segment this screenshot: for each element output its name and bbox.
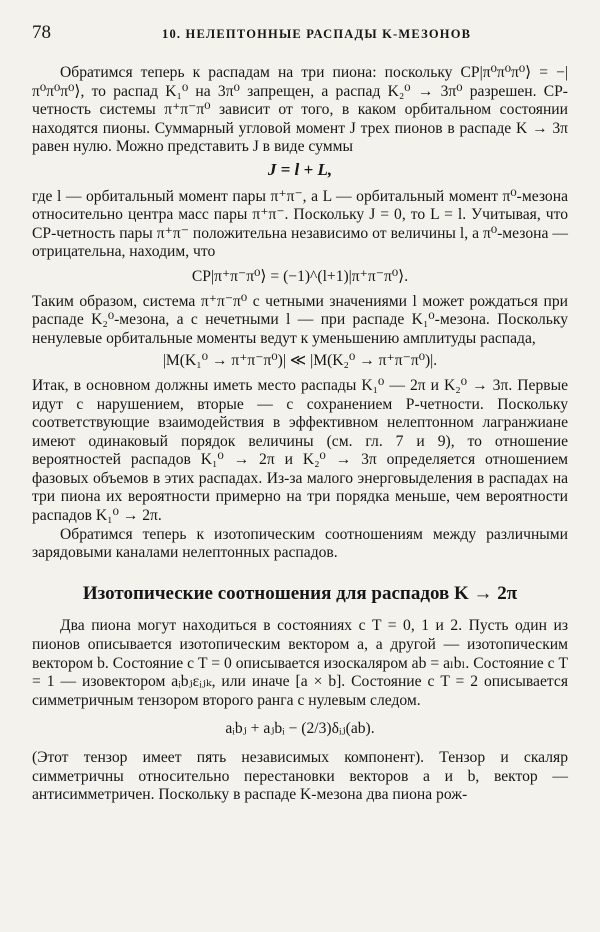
paragraph-tensor-components: (Этот тензор имеет пять независимых компонент). Тензор и скаляр симметричны относительно перестановки векторов a и b, вектор — антисимметричен. Поскольку в распаде K-мезона два пиона рож- xyxy=(32,749,568,804)
page-body xyxy=(32,64,568,805)
paragraph-even-odd-l: Таким образом, система π⁺π⁻π⁰ с четными значениями l может рождаться при распаде K₂⁰-мезона, а с нечетными l — при распаде K₁⁰-мезона. Поскольку ненулевые орбитальные моменты ведут к уменьшению амплитуды распада, xyxy=(32,292,568,347)
equation-symmetric-tensor: aᵢbⱼ + aⱼbᵢ − (2/3)δᵢⱼ(ab). xyxy=(225,720,375,738)
paragraph-two-pion-states: Два пиона могут находиться в состояниях с T = 0, 1 и 2. Пусть один из пионов описывается изотопическим вектором a, а другой — изотопическим вектором b. Состояние с T = 0 описывается изоскаляром ab = aₗbₗ. Состояние с T = 1 — изовектором aᵢbⱼεᵢⱼₖ, или иначе [a × b]. Состояние с T = 2 описывается симметричным тензором второго ранга с нулевым следом. xyxy=(32,617,568,709)
equation-cp-parity: CP|π⁺π⁻π⁰⟩ = (−1)^(l+1)|π⁺π⁻π⁰⟩. xyxy=(191,267,409,285)
page-number: 78 xyxy=(32,22,51,43)
equation-amplitude-inequality: |M(K₁⁰ → π⁺π⁻π⁰)| ≪ |M(K₂⁰ → π⁺π⁻π⁰)|. xyxy=(162,352,438,370)
running-title: 10. НЕЛЕПТОННЫЕ РАСПАДЫ K-МЕЗОНОВ xyxy=(162,27,472,41)
paragraph-isotopic-intro: Обратимся теперь к изотопическим соотношениям между различными зарядовыми каналами нелептонных распадов. xyxy=(32,525,568,562)
section-heading: Изотопические соотношения для распадов K → 2π xyxy=(82,582,518,604)
paragraph-main-decays: Итак, в основном должны иметь место распады K₁⁰ — 2π и K₂⁰ → 3π. Первые идут с нарушением, вторые — с сохранением P-четности. Поскольку соответствующие взаимодействия в эффективном нелептонном лагранжиане имеют одинаковый порядок величины (см. гл. 7 и 9), то отношение вероятностей распадов K₁⁰ → 2π и K₂⁰ → 3π определяется отношением фазовых объемов в этих распадах. Из-за малого энерговыделения в распадах на три пиона их вероятности примерно на три порядка меньше, чем вероятности распадов K₁⁰ → 2π. xyxy=(32,376,568,525)
paragraph-orbital-moments: где l — орбитальный момент пары π⁺π⁻, а L — орбитальный момент π⁰-мезона относительно центра масс пары π⁺π⁻. Поскольку J = 0, то L = l. Учитывая, что CP-четность пары π⁺π⁻ положительна независимо от величины l, а π⁰-мезона — отрицательна, находим, что xyxy=(32,187,568,261)
page-header xyxy=(32,22,568,46)
paragraph-three-pion-decays: Обратимся теперь к распадам на три пиона: поскольку CP|π⁰π⁰π⁰⟩ = −|π⁰π⁰π⁰⟩, то распад K₁⁰ на 3π⁰ запрещен, а распад K₂⁰ → 3π⁰ разрешен. CP-четность системы π⁺π⁻π⁰ зависит от того, в каком орбитальном состоянии находятся пионы. Суммарный угловой момент J трех пионов в распаде K → 3π равен нулю. Можно представить J в виде суммы xyxy=(32,64,568,156)
equation-angular-momentum: J = l + L, xyxy=(267,159,333,179)
